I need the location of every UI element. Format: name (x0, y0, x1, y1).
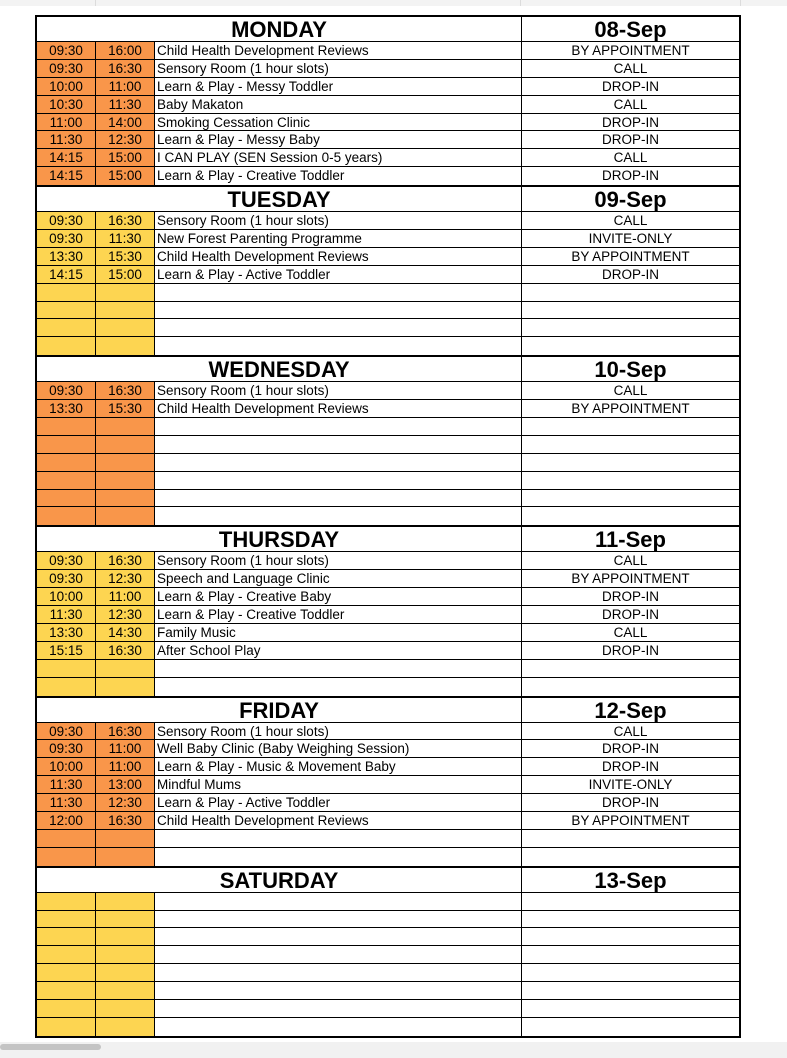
activity-name: After School Play (155, 642, 522, 659)
day-block (35, 866, 741, 1038)
schedule-row (37, 212, 739, 230)
activity-name: Learn & Play - Active Toddler (155, 794, 522, 811)
booking-type (522, 946, 739, 963)
booking-type (522, 507, 739, 525)
schedule-row (37, 167, 739, 185)
booking-type (522, 454, 739, 471)
end-time: 16:30 (96, 212, 155, 229)
booking-type: BY APPOINTMENT (571, 812, 690, 828)
end-time (96, 830, 155, 847)
booking-type (522, 911, 739, 928)
start-time (37, 302, 96, 319)
activity-name (155, 848, 522, 866)
schedule-row (37, 928, 739, 946)
booking-type: INVITE-ONLY (588, 231, 673, 247)
end-time (96, 848, 155, 866)
schedule-row (37, 78, 739, 96)
end-time (96, 678, 155, 696)
start-time (37, 490, 96, 507)
start-time: 11:00 (37, 114, 96, 131)
schedule-row (37, 678, 739, 696)
schedule-row (37, 740, 739, 758)
day-date: 13-Sep (594, 867, 667, 892)
end-time: 14:00 (96, 114, 155, 131)
activity-name (155, 982, 522, 999)
booking-type: BY APPOINTMENT (571, 571, 690, 587)
end-time: 16:00 (96, 42, 155, 59)
start-time: 09:30 (37, 570, 96, 587)
activity-name: Sensory Room (1 hour slots) (155, 382, 522, 399)
start-time: 13:30 (37, 248, 96, 265)
start-time (37, 678, 96, 696)
booking-type (522, 678, 739, 696)
end-time: 15:30 (96, 248, 155, 265)
start-time (37, 893, 96, 910)
day-header (37, 357, 739, 382)
weekly-schedule (35, 15, 741, 1038)
schedule-row (37, 418, 739, 436)
day-block (35, 525, 741, 695)
end-time: 16:30 (96, 642, 155, 659)
end-time: 12:30 (96, 131, 155, 148)
sheet-grid-top (0, 0, 787, 6)
booking-type: DROP-IN (602, 589, 659, 605)
activity-name: Learn & Play - Music & Movement Baby (155, 758, 522, 775)
end-time (96, 490, 155, 507)
activity-name: Sensory Room (1 hour slots) (155, 212, 522, 229)
booking-type: DROP-IN (602, 132, 659, 148)
booking-type: BY APPOINTMENT (571, 43, 690, 58)
schedule-row (37, 472, 739, 490)
day-header (37, 527, 739, 552)
end-time (96, 319, 155, 336)
booking-type: CALL (613, 383, 648, 399)
start-time: 13:30 (37, 400, 96, 417)
booking-type: DROP-IN (602, 741, 659, 757)
start-time (37, 284, 96, 301)
start-time: 11:30 (37, 606, 96, 623)
start-time: 14:15 (37, 266, 96, 283)
activity-name: Child Health Development Reviews (155, 400, 522, 417)
activity-name (155, 472, 522, 489)
end-time: 15:30 (96, 400, 155, 417)
schedule-row (37, 248, 739, 266)
schedule-row (37, 588, 739, 606)
booking-type: BY APPOINTMENT (571, 401, 690, 417)
day-date: 12-Sep (594, 697, 667, 722)
schedule-row (37, 114, 739, 132)
activity-name: Family Music (155, 624, 522, 641)
booking-type: CALL (613, 553, 648, 569)
schedule-row (37, 911, 739, 929)
activity-name: Smoking Cessation Clinic (155, 114, 522, 131)
activity-name (155, 319, 522, 336)
end-time (96, 1018, 155, 1036)
schedule-row (37, 552, 739, 570)
activity-name (155, 660, 522, 677)
schedule-row (37, 131, 739, 149)
start-time: 09:30 (37, 382, 96, 399)
day-name: FRIDAY (37, 698, 522, 722)
end-time (96, 982, 155, 999)
start-time (37, 319, 96, 336)
start-time (37, 982, 96, 999)
schedule-row (37, 660, 739, 678)
start-time: 09:30 (37, 740, 96, 757)
start-time: 10:30 (37, 96, 96, 113)
activity-name (155, 946, 522, 963)
end-time: 13:00 (96, 776, 155, 793)
end-time (96, 337, 155, 355)
day-name: TUESDAY (37, 187, 522, 211)
end-time: 16:30 (96, 382, 155, 399)
booking-type: DROP-IN (602, 266, 659, 282)
activity-name: Sensory Room (1 hour slots) (155, 552, 522, 569)
day-header (37, 868, 739, 893)
grid-line (520, 0, 521, 6)
day-block (35, 696, 741, 866)
end-time (96, 454, 155, 471)
booking-type: DROP-IN (602, 114, 659, 130)
booking-type (522, 830, 739, 847)
day-header (37, 187, 739, 212)
start-time: 09:30 (37, 42, 96, 59)
day-header (37, 17, 739, 42)
end-time: 12:30 (96, 606, 155, 623)
schedule-row (37, 624, 739, 642)
booking-type: INVITE-ONLY (588, 777, 673, 793)
start-time: 14:15 (37, 149, 96, 166)
start-time: 11:30 (37, 131, 96, 148)
schedule-row (37, 848, 739, 866)
activity-name (155, 436, 522, 453)
schedule-row (37, 302, 739, 320)
activity-name (155, 1000, 522, 1017)
booking-type: DROP-IN (602, 759, 659, 775)
schedule-row (37, 723, 739, 741)
end-time: 14:30 (96, 624, 155, 641)
booking-type (522, 982, 739, 999)
booking-type (522, 848, 739, 866)
end-time: 16:30 (96, 812, 155, 829)
start-time (37, 454, 96, 471)
day-name: MONDAY (37, 17, 522, 41)
day-name: THURSDAY (37, 527, 522, 551)
activity-name (155, 284, 522, 301)
activity-name (155, 454, 522, 471)
horizontal-scrollbar[interactable] (0, 1042, 787, 1058)
activity-name (155, 337, 522, 355)
schedule-row (37, 946, 739, 964)
start-time: 10:00 (37, 78, 96, 95)
start-time (37, 418, 96, 435)
activity-name: Mindful Mums (155, 776, 522, 793)
booking-type (522, 302, 739, 319)
grid-line (740, 0, 741, 6)
end-time: 15:00 (96, 266, 155, 283)
booking-type (522, 436, 739, 453)
booking-type (522, 337, 739, 355)
day-date: 10-Sep (594, 357, 667, 382)
end-time: 16:30 (96, 60, 155, 77)
activity-name (155, 1018, 522, 1036)
end-time (96, 660, 155, 677)
end-time (96, 284, 155, 301)
booking-type: DROP-IN (602, 168, 659, 184)
schedule-row (37, 964, 739, 982)
start-time: 11:30 (37, 794, 96, 811)
booking-type: DROP-IN (602, 795, 659, 811)
schedule-row (37, 436, 739, 454)
booking-type (522, 660, 739, 677)
end-time: 12:30 (96, 794, 155, 811)
end-time (96, 507, 155, 525)
booking-type: BY APPOINTMENT (571, 248, 690, 264)
schedule-row (37, 319, 739, 337)
end-time: 16:30 (96, 723, 155, 740)
grid-line (95, 0, 96, 6)
end-time: 15:00 (96, 149, 155, 166)
end-time: 16:30 (96, 552, 155, 569)
activity-name: I CAN PLAY (SEN Session 0-5 years) (155, 149, 522, 166)
booking-type (522, 1000, 739, 1017)
end-time (96, 911, 155, 928)
activity-name: Learn & Play - Active Toddler (155, 266, 522, 283)
schedule-row (37, 507, 739, 525)
day-date: 11-Sep (595, 527, 666, 552)
booking-type (522, 928, 739, 945)
activity-name: Learn & Play - Creative Toddler (155, 167, 522, 185)
schedule-row (37, 830, 739, 848)
schedule-row (37, 42, 739, 60)
activity-name: Child Health Development Reviews (155, 812, 522, 829)
activity-name: Learn & Play - Messy Baby (155, 131, 522, 148)
booking-type: DROP-IN (602, 607, 659, 623)
start-time: 12:00 (37, 812, 96, 829)
start-time (37, 1000, 96, 1017)
booking-type: CALL (613, 213, 648, 229)
start-time: 09:30 (37, 212, 96, 229)
activity-name: Child Health Development Reviews (155, 42, 522, 59)
activity-name: Sensory Room (1 hour slots) (155, 60, 522, 77)
booking-type: CALL (613, 96, 648, 112)
start-time (37, 830, 96, 847)
day-date: 09-Sep (594, 187, 667, 212)
end-time: 11:00 (96, 588, 155, 605)
start-time (37, 472, 96, 489)
start-time (37, 848, 96, 866)
end-time (96, 1000, 155, 1017)
end-time: 12:30 (96, 570, 155, 587)
scrollbar-thumb[interactable] (0, 1044, 101, 1050)
start-time: 14:15 (37, 167, 96, 185)
schedule-row (37, 490, 739, 508)
booking-type (522, 964, 739, 981)
end-time: 15:00 (96, 167, 155, 185)
schedule-row (37, 284, 739, 302)
activity-name (155, 490, 522, 507)
start-time: 09:30 (37, 60, 96, 77)
activity-name (155, 302, 522, 319)
start-time (37, 1018, 96, 1036)
booking-type (522, 893, 739, 910)
activity-name (155, 964, 522, 981)
start-time: 13:30 (37, 624, 96, 641)
activity-name: Child Health Development Reviews (155, 248, 522, 265)
schedule-row (37, 642, 739, 660)
end-time: 11:00 (96, 78, 155, 95)
start-time: 09:30 (37, 230, 96, 247)
start-time: 10:00 (37, 758, 96, 775)
schedule-row (37, 794, 739, 812)
activity-name (155, 911, 522, 928)
end-time (96, 418, 155, 435)
booking-type: CALL (613, 624, 648, 640)
end-time: 11:00 (96, 758, 155, 775)
day-name: SATURDAY (37, 868, 522, 892)
start-time: 09:30 (37, 552, 96, 569)
booking-type (522, 418, 739, 435)
end-time: 11:00 (96, 740, 155, 757)
activity-name: Baby Makaton (155, 96, 522, 113)
activity-name (155, 830, 522, 847)
activity-name (155, 418, 522, 435)
booking-type (522, 472, 739, 489)
start-time: 11:30 (37, 776, 96, 793)
start-time: 09:30 (37, 723, 96, 740)
activity-name (155, 678, 522, 696)
start-time (37, 964, 96, 981)
schedule-row (37, 893, 739, 911)
schedule-row (37, 570, 739, 588)
schedule-row (37, 982, 739, 1000)
day-name: WEDNESDAY (37, 357, 522, 381)
start-time (37, 660, 96, 677)
activity-name: Learn & Play - Creative Toddler (155, 606, 522, 623)
schedule-row (37, 400, 739, 418)
start-time (37, 507, 96, 525)
schedule-row (37, 382, 739, 400)
activity-name (155, 507, 522, 525)
activity-name: Sensory Room (1 hour slots) (155, 723, 522, 740)
day-block (35, 185, 741, 355)
booking-type (522, 1018, 739, 1036)
booking-type: CALL (613, 723, 648, 739)
schedule-row (37, 96, 739, 114)
activity-name (155, 928, 522, 945)
booking-type (522, 490, 739, 507)
schedule-row (37, 337, 739, 355)
schedule-row (37, 60, 739, 78)
booking-type: CALL (613, 60, 648, 76)
start-time (37, 436, 96, 453)
schedule-row (37, 1000, 739, 1018)
end-time (96, 893, 155, 910)
start-time (37, 911, 96, 928)
end-time (96, 928, 155, 945)
booking-type: DROP-IN (602, 78, 659, 94)
end-time (96, 472, 155, 489)
schedule-row (37, 266, 739, 284)
start-time: 10:00 (37, 588, 96, 605)
booking-type: CALL (613, 150, 648, 166)
day-date: 08-Sep (594, 17, 667, 41)
booking-type (522, 319, 739, 336)
schedule-row (37, 758, 739, 776)
activity-name: Learn & Play - Creative Baby (155, 588, 522, 605)
schedule-row (37, 230, 739, 248)
start-time (37, 946, 96, 963)
activity-name: Speech and Language Clinic (155, 570, 522, 587)
activity-name: New Forest Parenting Programme (155, 230, 522, 247)
schedule-row (37, 454, 739, 472)
end-time: 11:30 (96, 96, 155, 113)
day-block (35, 355, 741, 525)
schedule-row (37, 606, 739, 624)
activity-name (155, 893, 522, 910)
end-time (96, 946, 155, 963)
day-block (35, 15, 741, 185)
activity-name: Learn & Play - Messy Toddler (155, 78, 522, 95)
start-time (37, 337, 96, 355)
activity-name: Well Baby Clinic (Baby Weighing Session) (155, 740, 522, 757)
start-time (37, 928, 96, 945)
start-time: 15:15 (37, 642, 96, 659)
booking-type: DROP-IN (602, 642, 659, 658)
schedule-row (37, 149, 739, 167)
end-time (96, 436, 155, 453)
schedule-row (37, 812, 739, 830)
day-header (37, 698, 739, 723)
booking-type (522, 284, 739, 301)
schedule-row (37, 1018, 739, 1036)
schedule-row (37, 776, 739, 794)
end-time (96, 964, 155, 981)
end-time: 11:30 (96, 230, 155, 247)
end-time (96, 302, 155, 319)
